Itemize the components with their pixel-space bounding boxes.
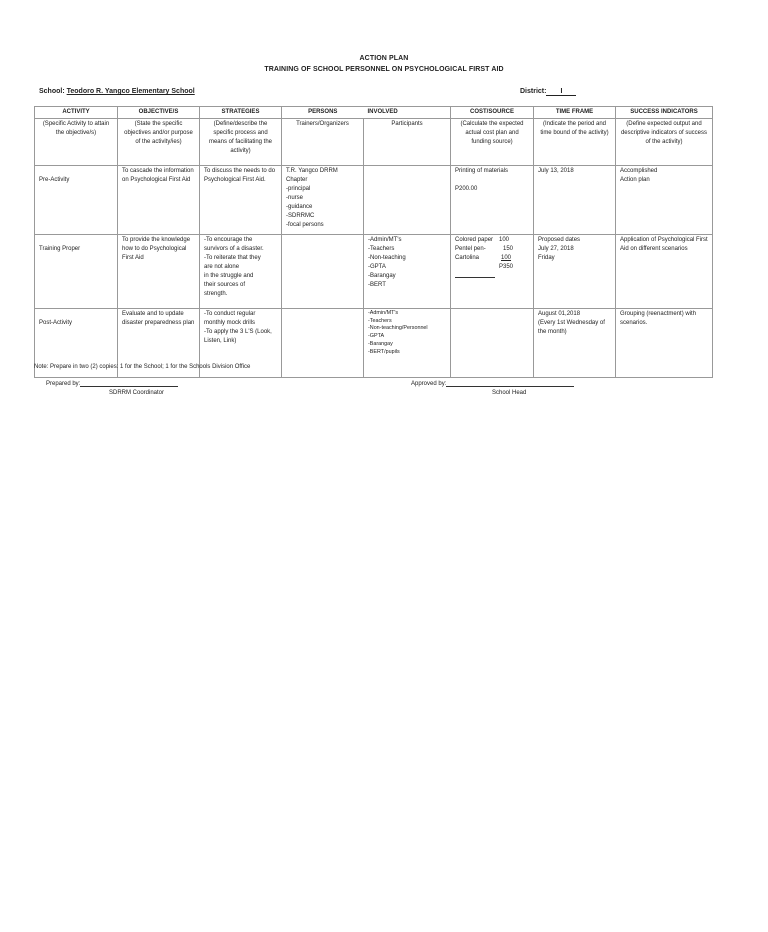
training-cost — [451, 235, 534, 309]
list-item: -To encourage the — [204, 237, 253, 243]
cost-total-line — [455, 263, 529, 272]
col-header-objectives: OBJECTIVE/S — [118, 107, 200, 119]
list-item: -SDRRMC — [286, 213, 315, 219]
cost-value: 100 — [501, 255, 512, 261]
list-item: their sources of — [204, 282, 246, 288]
training-involved — [364, 235, 451, 309]
pre-activity-label: Pre-Activity — [35, 166, 118, 235]
signature-line — [446, 386, 574, 387]
cost-line — [455, 245, 529, 254]
list-item: -GPTA — [368, 264, 386, 270]
footer-note: Note: Prepare in two (2) copies: 1 for the School; 1 for the Schools Division Office — [34, 364, 251, 370]
col-header-time: TIME FRAME — [534, 107, 616, 119]
list-item: Proposed dates — [538, 237, 581, 243]
list-item: -Non-teaching — [368, 255, 406, 261]
district-value: I — [546, 88, 576, 96]
list-item: survivors of a disaster. — [204, 246, 264, 252]
post-persons — [282, 309, 364, 378]
col-header-success: SUCCESS INDICATORS — [616, 107, 713, 119]
list-item: -Barangay — [368, 273, 396, 279]
list-item: -focal persons — [286, 222, 324, 228]
cost-line — [455, 254, 529, 263]
approved-by-label: Approved by: — [411, 381, 447, 387]
table-row — [35, 119, 713, 166]
list-item: Chapter — [286, 177, 308, 183]
post-involved — [364, 309, 451, 378]
signature-line — [80, 386, 178, 387]
training-objectives: To provide the knowledge how to do Psychological First Aid — [118, 235, 200, 309]
list-item: -BERT/pupils — [368, 348, 400, 355]
pre-persons — [282, 166, 364, 235]
table-row — [35, 166, 713, 235]
cost-value: 100 — [499, 237, 510, 243]
list-item: -BERT — [368, 282, 386, 288]
cost-total: P350 — [499, 264, 514, 270]
divider — [455, 277, 495, 278]
list-item: August 01,2018 — [538, 311, 581, 317]
descriptor-success: (Define expected output and descriptive indicators of success of the activity) — [616, 119, 713, 166]
cost-line — [455, 236, 529, 245]
training-activity-label: Training Proper — [35, 235, 118, 309]
descriptor-activity: (Specific Activity to attain the objective/s) — [35, 119, 118, 166]
table-header-row — [35, 107, 713, 119]
document-title: ACTION PLAN — [359, 55, 409, 62]
col-header-cost: COST/SOURCE — [451, 107, 534, 119]
list-item: -Admin/MT's — [368, 310, 399, 316]
list-item: -Teachers — [368, 317, 392, 324]
list-item: -Non-teaching/Personnel — [368, 325, 428, 332]
approved-by-role: School Head — [492, 390, 527, 396]
descriptor-cost: (Calculate the expected actual cost plan and funding source) — [451, 119, 534, 166]
training-strategies — [200, 235, 282, 309]
cost-value: 150 — [503, 246, 514, 252]
list-item: -guidance — [286, 204, 313, 210]
list-item: -Barangay — [368, 340, 393, 347]
school-name: Teodoro R. Yangco Elementary School — [66, 88, 195, 95]
prepared-by-role: SDRRM Coordinator — [109, 390, 165, 396]
descriptor-strategies: (Define/describe the specific process and means of facilitating the activity) — [200, 119, 282, 166]
district-label: District: — [520, 88, 547, 95]
approved-by — [411, 381, 574, 387]
list-item: in the struggle and — [204, 273, 254, 279]
list-item: strength. — [204, 291, 228, 297]
pre-cost — [451, 166, 534, 235]
list-item: T.R. Yangco DRRM — [286, 168, 338, 174]
col-header-strategies: STRATEGIES — [200, 107, 282, 119]
list-item: -Teachers — [368, 246, 395, 252]
pre-involved — [364, 166, 451, 235]
list-item: (Every 1st Wednesday of — [538, 320, 605, 326]
list-item: -To reiterate that they — [204, 255, 261, 261]
list-item: -principal — [286, 186, 311, 192]
pre-time: July 13, 2018 — [534, 166, 616, 235]
list-item: -GPTA — [368, 333, 385, 340]
descriptor-objectives: (State the specific objectives and/or purpose of the activity/ies) — [118, 119, 200, 166]
post-success: Grouping (reenactment) with scenarios. — [616, 309, 713, 378]
document-subtitle: TRAINING OF SCHOOL PERSONNEL ON PSYCHOLOGICAL FIRST AID — [264, 66, 504, 73]
prepared-by — [46, 381, 178, 387]
post-time — [534, 309, 616, 378]
prepared-by-label: Prepared by: — [46, 381, 81, 387]
descriptor-involved: Participants — [364, 119, 451, 166]
district-line — [520, 88, 576, 96]
list-item: -To conduct regular — [204, 311, 256, 317]
list-item: Accomplished — [620, 168, 658, 174]
list-item: -nurse — [286, 195, 304, 201]
list-item: July 27, 2018 — [538, 246, 574, 252]
post-objectives: Evaluate and to update disaster preparedness plan — [118, 309, 200, 378]
col-header-persons: PERSONS — [282, 107, 364, 119]
descriptor-time: (Indicate the period and time bound of the activity) — [534, 119, 616, 166]
list-item: -Admin/MT's — [368, 237, 402, 243]
training-time — [534, 235, 616, 309]
list-item: Listen, Link) — [204, 338, 237, 344]
cost-item: Pentel pen- — [455, 246, 486, 252]
school-line — [39, 88, 195, 95]
table-row — [35, 235, 713, 309]
cost-item: Printing of materials — [455, 168, 509, 174]
school-label: School: — [39, 88, 65, 95]
list-item: the month) — [538, 329, 567, 335]
col-header-activity: ACTIVITY — [35, 107, 118, 119]
pre-success — [616, 166, 713, 235]
list-item: monthly mock drills — [204, 320, 256, 326]
post-activity-label: Post-Activity — [35, 309, 118, 378]
list-item: -To apply the 3 L'S (Look, — [204, 329, 272, 335]
cost-item: Cartolina — [455, 255, 480, 261]
post-cost — [451, 309, 534, 378]
list-item: Action plan — [620, 177, 650, 183]
col-header-involved: INVOLVED — [364, 107, 451, 119]
training-success: Application of Psychological First Aid on different scenarios — [616, 235, 713, 309]
pre-strategies: To discuss the needs to do Psychological First Aid. — [200, 166, 282, 235]
cost-item: Colored paper — [455, 237, 494, 243]
cost-amount: P200.00 — [455, 186, 478, 192]
training-persons — [282, 235, 364, 309]
list-item: Friday — [538, 255, 555, 261]
descriptor-persons: Trainers/Organizers — [282, 119, 364, 166]
action-plan-table — [34, 106, 713, 378]
pre-objectives: To cascade the information on Psychological First Aid — [118, 166, 200, 235]
list-item: are not alone — [204, 264, 240, 270]
